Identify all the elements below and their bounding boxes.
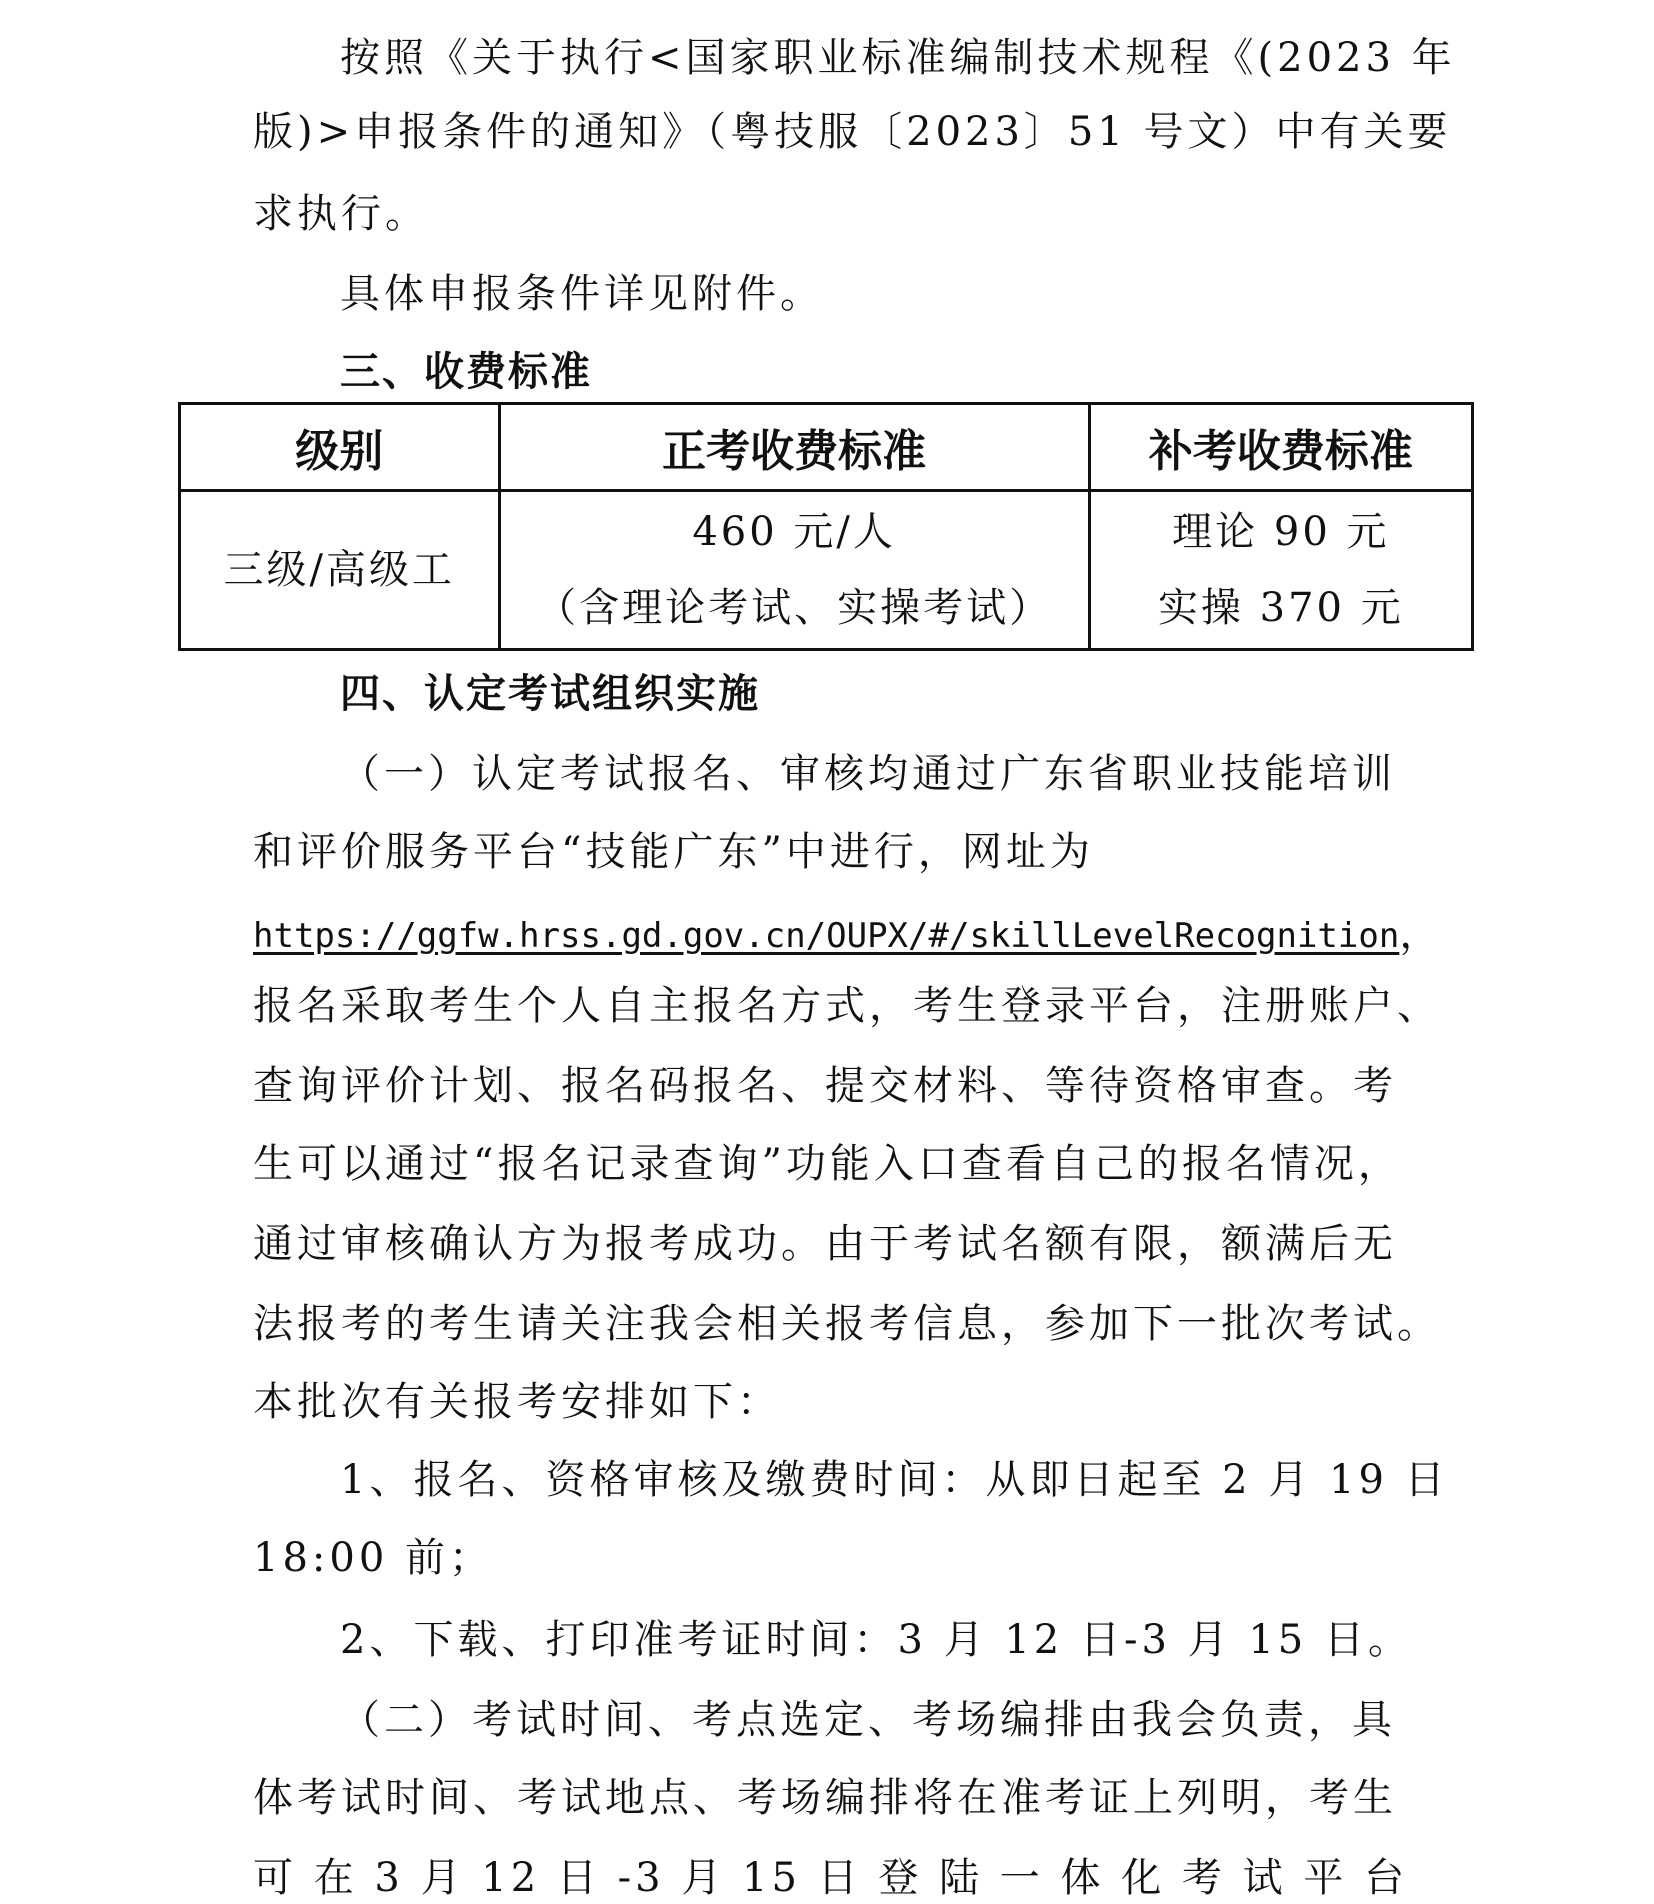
paragraph-line: 法报考的考生请关注我会相关报考信息，参加下一批次考试。 — [253, 1301, 1441, 1347]
paragraph-line: 通过审核确认方为报考成功。由于考试名额有限，额满后无 — [253, 1221, 1397, 1267]
paragraph-line: 版)>申报条件的通知》（粤技服〔2023〕51 号文）中有关要 — [253, 109, 1452, 155]
fee-table-header-makeup: 补考收费标准 — [1089, 404, 1472, 491]
paragraph-line: 报名采取考生个人自主报名方式，考生登录平台，注册账户、 — [253, 983, 1441, 1029]
fee-table-cell-makeup — [1089, 491, 1472, 650]
registration-link[interactable]: https://ggfw.hrss.gd.gov.cn/OUPX/#/skillLevelRecognition — [253, 916, 1400, 956]
table-row — [180, 491, 1473, 650]
paragraph-line: （二）考试时间、考点选定、考场编排由我会负责，具 — [340, 1697, 1396, 1743]
section-heading-fees: 三、收费标准 — [340, 349, 592, 395]
paragraph-line: 具体申报条件详见附件。 — [340, 271, 824, 317]
paragraph-line: 生可以通过“报名记录查询”功能入口查看自己的报名情况， — [253, 1141, 1402, 1187]
paragraph-line: 体考试时间、考试地点、考场编排将在准考证上列明，考生 — [253, 1775, 1397, 1821]
section-heading-exam: 四、认定考试组织实施 — [340, 671, 760, 717]
paragraph-line: 按照《关于执行<国家职业标准编制技术规程《(2023 年 — [340, 35, 1456, 81]
fee-table-cell-level: 三级/高级工 — [180, 491, 500, 650]
regular-fee-note: （含理论考试、实操考试） — [536, 585, 1053, 631]
list-item-continuation: 18:00 前； — [253, 1535, 493, 1581]
paragraph-line: 本批次有关报考安排如下： — [253, 1379, 781, 1425]
paragraph-line: 求执行。 — [253, 191, 429, 237]
paragraph-line: 和评价服务平台“技能广东”中进行，网址为 — [253, 829, 1094, 875]
fee-table-header-regular: 正考收费标准 — [499, 404, 1089, 491]
paragraph-line — [253, 908, 1444, 962]
paragraph-line: 查询评价计划、报名码报名、提交材料、等待资格审查。考 — [253, 1063, 1397, 1109]
list-item: 2、下载、打印准考证时间：3 月 12 日-3 月 15 日。 — [340, 1617, 1412, 1663]
fee-table — [178, 402, 1474, 651]
fee-table-cell-regular — [499, 491, 1089, 650]
makeup-fee-theory: 理论 90 元 — [1172, 509, 1390, 555]
url-suffix: ， — [1399, 911, 1444, 957]
makeup-fee-practice: 实操 370 元 — [1157, 585, 1404, 631]
list-item: 1、报名、资格审核及缴费时间：从即日起至 2 月 19 日 — [340, 1457, 1449, 1503]
regular-fee-amount: 460 元/人 — [692, 509, 896, 555]
paragraph-line: 可 在 3 月 12 日 -3 月 15 日 登 陆 一 体 化 考 试 平 台 — [253, 1855, 1409, 1901]
fee-table-header-level: 级别 — [180, 404, 500, 491]
paragraph-line: （一）认定考试报名、审核均通过广东省职业技能培训 — [340, 751, 1396, 797]
